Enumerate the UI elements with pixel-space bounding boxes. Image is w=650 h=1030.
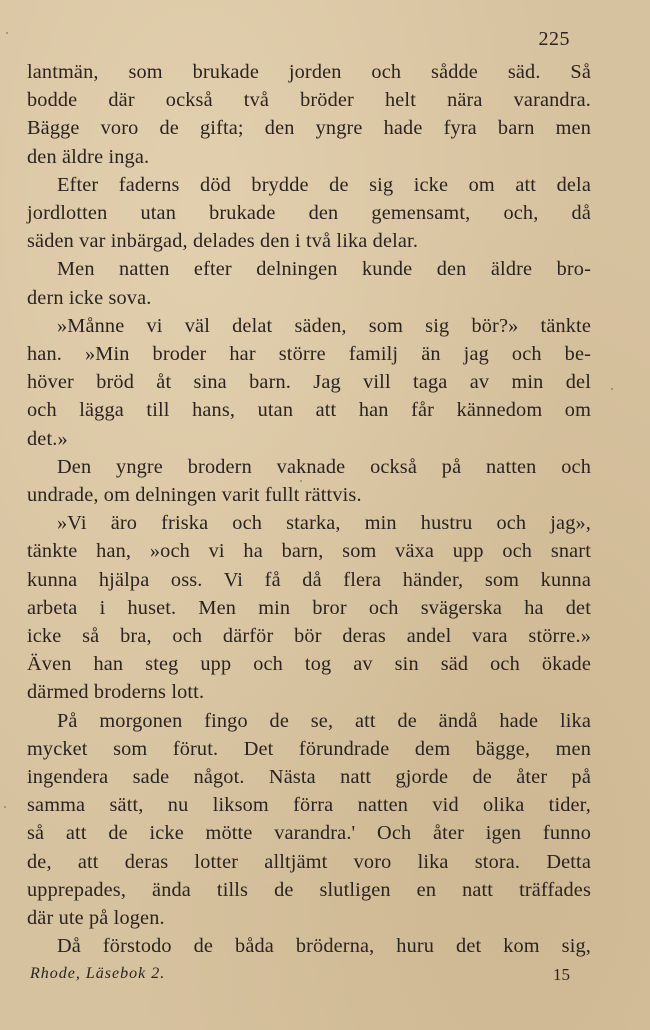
paragraph [27, 58, 591, 171]
text-line: där ute på logen. [27, 907, 165, 930]
paper-speck [4, 806, 6, 808]
text-line: Även han steg upp och tog av sin säd och ökade [27, 653, 591, 676]
paragraph [27, 932, 591, 960]
text-line: höver bröd åt sina barn. Jag vill taga av min del [27, 371, 591, 394]
paragraph [27, 312, 591, 453]
text-line: därmed broderns lott. [27, 681, 205, 704]
signature-mark: Rhode, Läsebok 2. [30, 965, 166, 982]
paragraph [27, 509, 591, 706]
paragraph [27, 255, 591, 311]
text-line: bodde där också två bröder helt nära varandra. [27, 89, 591, 112]
text-line: de, att deras lotter alltjämt voro lika stora. Detta [27, 850, 591, 873]
text-line: den äldre inga. [27, 145, 150, 168]
text-line: ingendera sade något. Nästa natt gjorde de åter på [27, 766, 591, 789]
text-line: mycket som förut. Det förundrade dem bägge, men [27, 737, 591, 760]
text-line: undrade, om delningen varit fullt rättvis. [27, 484, 362, 507]
text-line: så att de icke mötte varandra.' Och åter igen funno [27, 822, 591, 845]
text-line: icke så bra, och därför bör deras andel vara större.» [27, 625, 591, 648]
paper-speck [300, 480, 302, 482]
text-line: dern icke sova. [27, 286, 152, 309]
paragraph [27, 707, 591, 933]
text-line: Den yngre brodern vaknade också på natten och [57, 455, 591, 478]
text-line: tänkte han, »och vi ha barn, som växa upp och snart [27, 540, 591, 563]
page-number: 225 [538, 28, 570, 50]
text-line: Då förstodo de båda bröderna, huru det kom sig, [57, 935, 591, 958]
text-line: »Månne vi väl delat säden, som sig bör?» tänkte [57, 314, 591, 337]
text-line: han. »Min broder har större familj än jag och be- [27, 343, 591, 366]
text-line: kunna hjälpa oss. Vi få då flera händer, som kunna [27, 568, 591, 591]
text-line: »Vi äro friska och starka, min hustru och jag», [57, 512, 591, 535]
text-line: jordlotten utan brukade den gemensamt, och, då [27, 202, 591, 225]
text-line: Men natten efter delningen kunde den äldre bro- [57, 258, 591, 281]
text-line: samma sätt, nu liksom förra natten vid olika tider, [27, 794, 591, 817]
text-line: På morgonen fingo de se, att de ändå hade lika [57, 709, 591, 732]
sheet-number: 15 [553, 965, 570, 984]
text-line: upprepades, ända tills de slutligen en natt träffades [27, 878, 591, 901]
text-line: lantmän, som brukade jorden och sådde säd. Så [27, 61, 591, 83]
text-line: säden var inbärgad, delades den i två lika delar. [27, 230, 419, 253]
text-line: det.» [27, 427, 68, 450]
body-text [27, 58, 591, 961]
text-line: Efter faderns död brydde de sig icke om att dela [57, 173, 591, 196]
paragraph [27, 453, 591, 509]
text-line: Bägge voro de gifta; den yngre hade fyra barn men [27, 117, 591, 140]
text-line: och lägga till hans, utan att han får kännedom om [27, 399, 591, 422]
paper-speck [611, 388, 613, 390]
paragraph [27, 171, 591, 256]
text-line: arbeta i huset. Men min bror och svägerska ha det [27, 596, 591, 619]
paper-speck [6, 32, 8, 34]
